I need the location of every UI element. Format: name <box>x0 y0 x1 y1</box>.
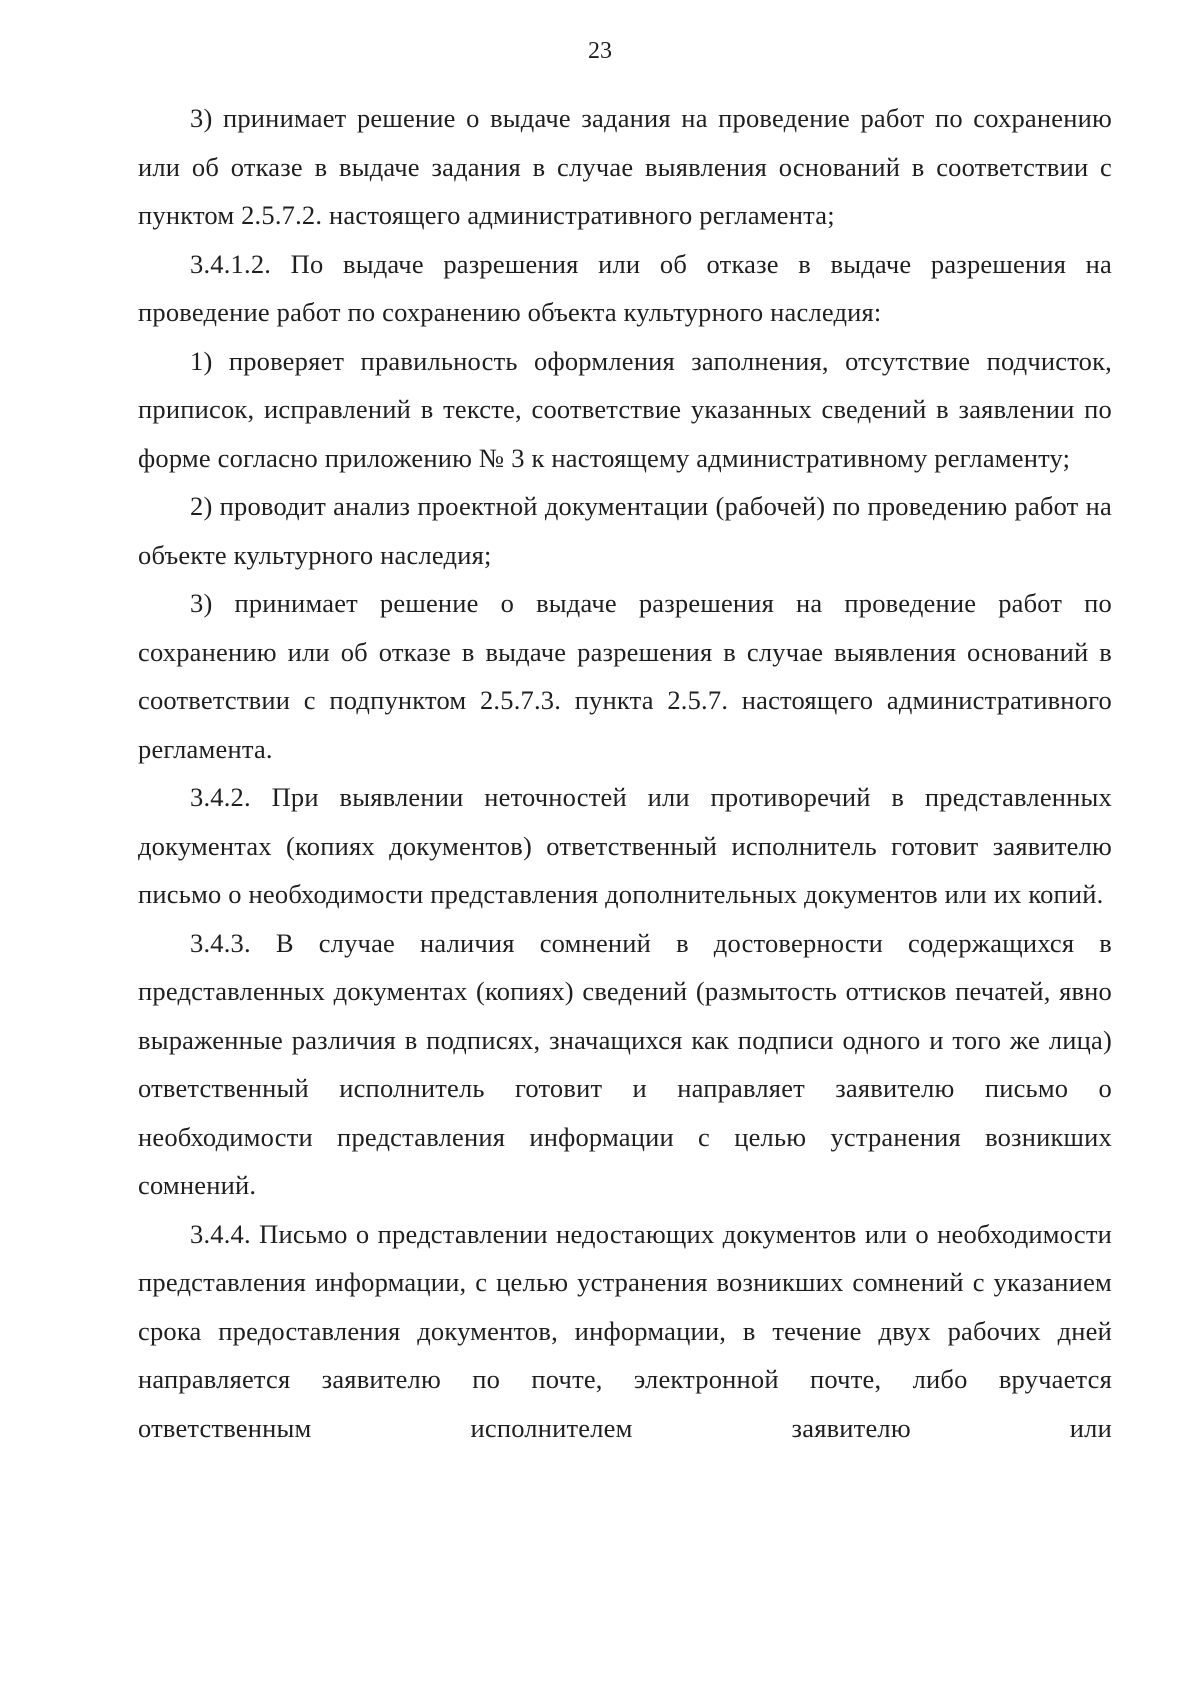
document-body <box>138 94 1112 1452</box>
paragraph-3-4-3: 3.4.3. В случае наличия сомнений в достоверности содержащихся в представленных документах (копиях) сведений (размытость оттисков печатей, явно выраженные различия в подписях, значащихся как подписи одного и того же лица) ответственный исполнитель готовит и направляет заявителю письмо о необходимости представления информации с целью устранения возникших сомнений. <box>138 927 1112 1200</box>
paragraph-3-4-2: 3.4.2. При выявлении неточностей или противоречий в представленных документах (копиях документов) ответственный исполнитель готовит заявителю письмо о необходимости представления дополнительных документов или их копий. <box>138 782 1112 909</box>
paragraph-3-4-1-2: 3.4.1.2. По выдаче разрешения или об отказе в выдаче разрешения на проведение работ по сохранению объекта культурного наследия: <box>138 248 1112 327</box>
paragraph-analysis: 2) проводит анализ проектной документации (рабочей) по проведению работ на объекте культурного наследия; <box>138 491 1112 570</box>
paragraph-check-correctness: 1) проверяет правильность оформления заполнения, отсутствие подчисток, приписок, исправлений в тексте, соответствие указанных сведений в заявлении по форме согласно приложению № 3 к настоящему административному регламенту; <box>138 345 1112 473</box>
page-number: 23 <box>588 38 612 64</box>
paragraph-decision-task: 3) принимает решение о выдаче задания на проведение работ по сохранению или об отказе в выдаче задания в случае выявления оснований в соответствии с пунктом 2.5.7.2. настоящего административного регламента; <box>138 103 1112 230</box>
paragraph-3-4-4: 3.4.4. Письмо о представлении недостающих документов или о необходимости представления информации, с целью устранения возникших сомнений с указанием срока предоставления документов, информации, в течение двух рабочих дней направляется заявителю по почте, электронной почте, либо вручается ответственным исполнителем заявителю или <box>138 1218 1112 1443</box>
paragraph-decision-permit: 3) принимает решение о выдаче разрешения на проведение работ по сохранению или об отказе в выдаче разрешения в случае выявления оснований в соответствии с подпунктом 2.5.7.3. пункта 2.5.7. настоящего административного регламента. <box>138 588 1112 764</box>
